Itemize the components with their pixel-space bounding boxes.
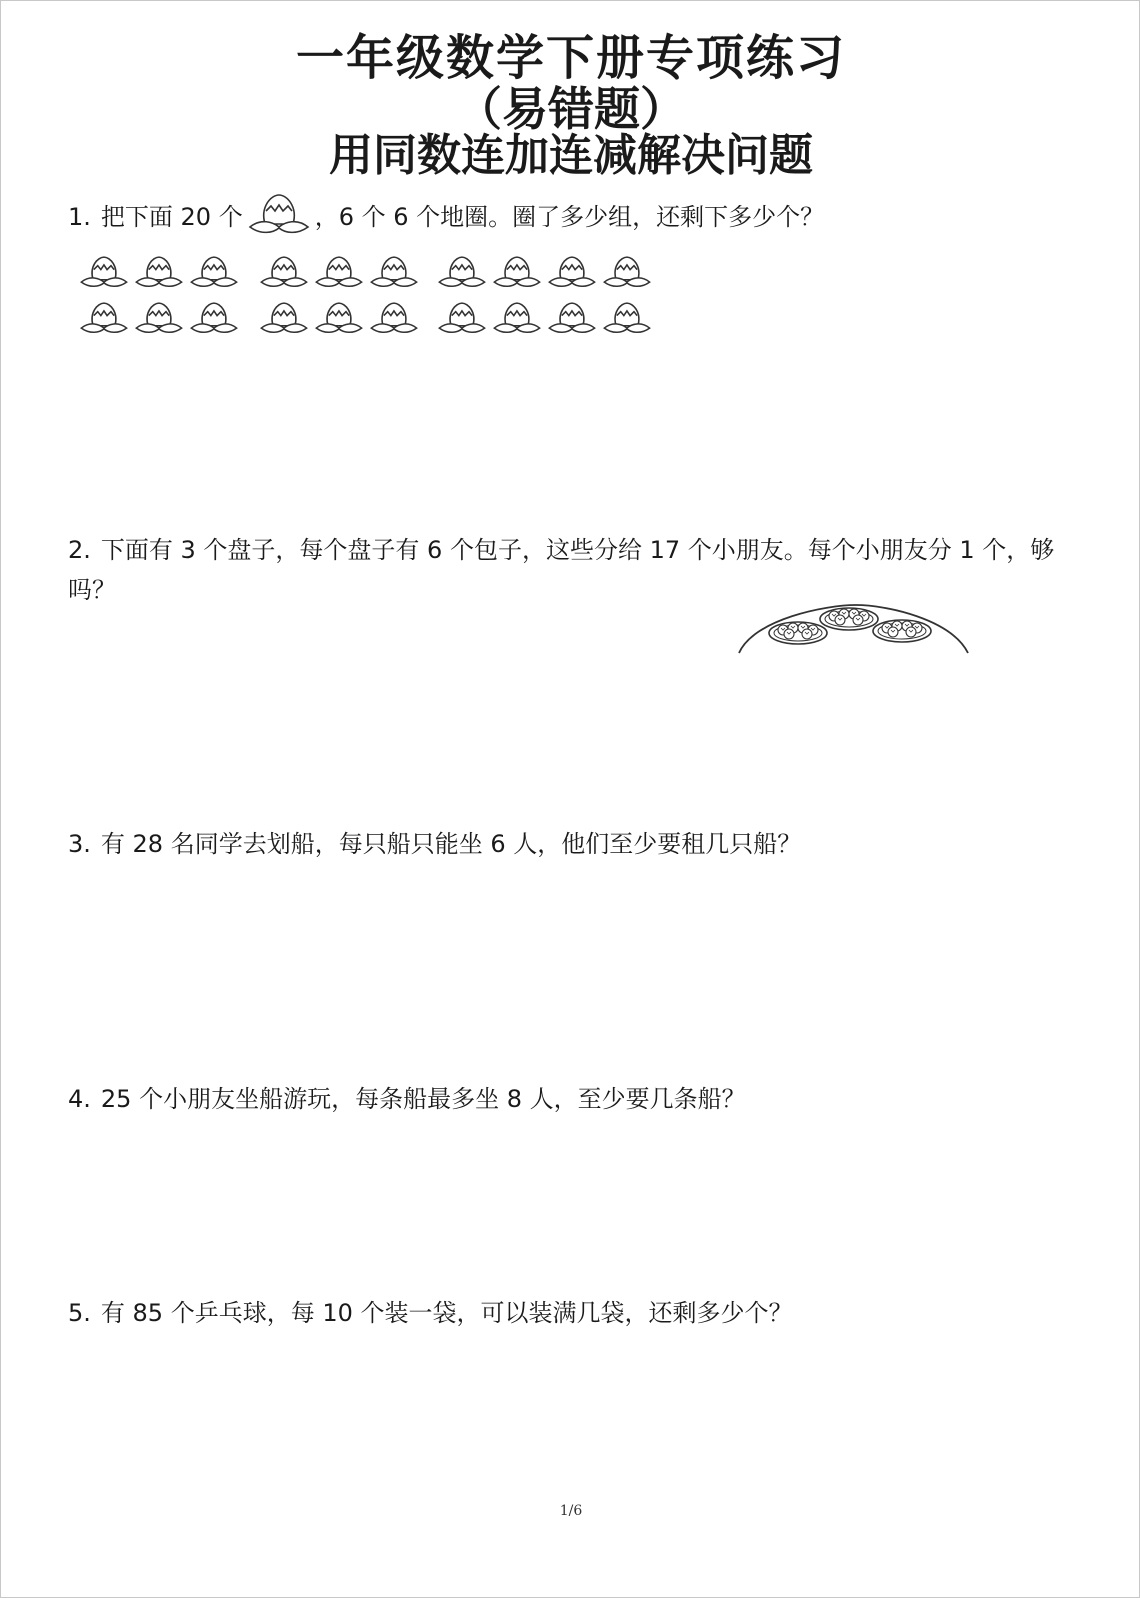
plate-of-buns xyxy=(820,608,878,630)
question-3 xyxy=(68,824,801,864)
question-number: 4. xyxy=(68,1085,91,1113)
egg-icon xyxy=(81,257,126,286)
question-text: 有 85 个乒乓球，每 10 个装一袋，可以装满几袋，还剩多少个？ xyxy=(100,1299,793,1327)
question-1 xyxy=(68,197,824,237)
egg-icon xyxy=(371,303,416,332)
egg-illustration-grid xyxy=(79,254,679,346)
egg-icon xyxy=(316,303,361,332)
question-number: 3. xyxy=(68,830,91,858)
egg-icon xyxy=(191,303,236,332)
question-2 xyxy=(68,530,1078,610)
egg-icon xyxy=(261,303,306,332)
egg-icon xyxy=(81,303,126,332)
question-4 xyxy=(68,1079,746,1119)
question-text: 有 28 名同学去划船，每只船只能坐 6 人，他们至少要租几只船？ xyxy=(100,830,802,858)
question-number: 5. xyxy=(68,1299,91,1327)
egg-icon xyxy=(136,303,181,332)
question-text: 25 个小朋友坐船游玩，每条船最多坐 8 人，至少要几条船？ xyxy=(100,1085,746,1113)
worksheet-title: 一年级数学下册专项练习 xyxy=(295,30,846,86)
egg-icon xyxy=(191,257,236,286)
egg-icon xyxy=(439,257,484,286)
page-indicator: 1/6 xyxy=(559,1503,583,1519)
question-text-after: ，6 个 6 个地圈。圈了多少组，还剩下多少个？ xyxy=(314,203,825,231)
egg-icon xyxy=(494,257,539,286)
plate-of-buns xyxy=(873,620,931,642)
egg-icon xyxy=(136,257,181,286)
worksheet-topic: 用同数连加连减解决问题 xyxy=(329,130,813,181)
worksheet-subtitle-tag: （易错题） xyxy=(456,82,686,136)
egg-icon xyxy=(247,191,311,237)
egg-icon xyxy=(604,303,649,332)
plates-of-buns-illustration xyxy=(736,599,971,655)
question-number: 2. xyxy=(68,536,91,564)
plate-of-buns xyxy=(769,622,827,644)
egg-icon xyxy=(371,257,416,286)
question-number: 1. xyxy=(68,203,91,231)
question-5 xyxy=(68,1293,793,1333)
egg-icon xyxy=(439,303,484,332)
egg-icon xyxy=(549,303,594,332)
egg-icon xyxy=(316,257,361,286)
egg-icon xyxy=(494,303,539,332)
egg-icon xyxy=(604,257,649,286)
question-text: 下面有 3 个盘子，每个盘子有 6 个包子，这些分给 17 个小朋友。每个小朋友分 1 个，够吗？ xyxy=(68,536,1055,604)
question-text-before: 把下面 20 个 xyxy=(100,203,243,231)
egg-icon xyxy=(261,257,306,286)
egg-icon xyxy=(549,257,594,286)
